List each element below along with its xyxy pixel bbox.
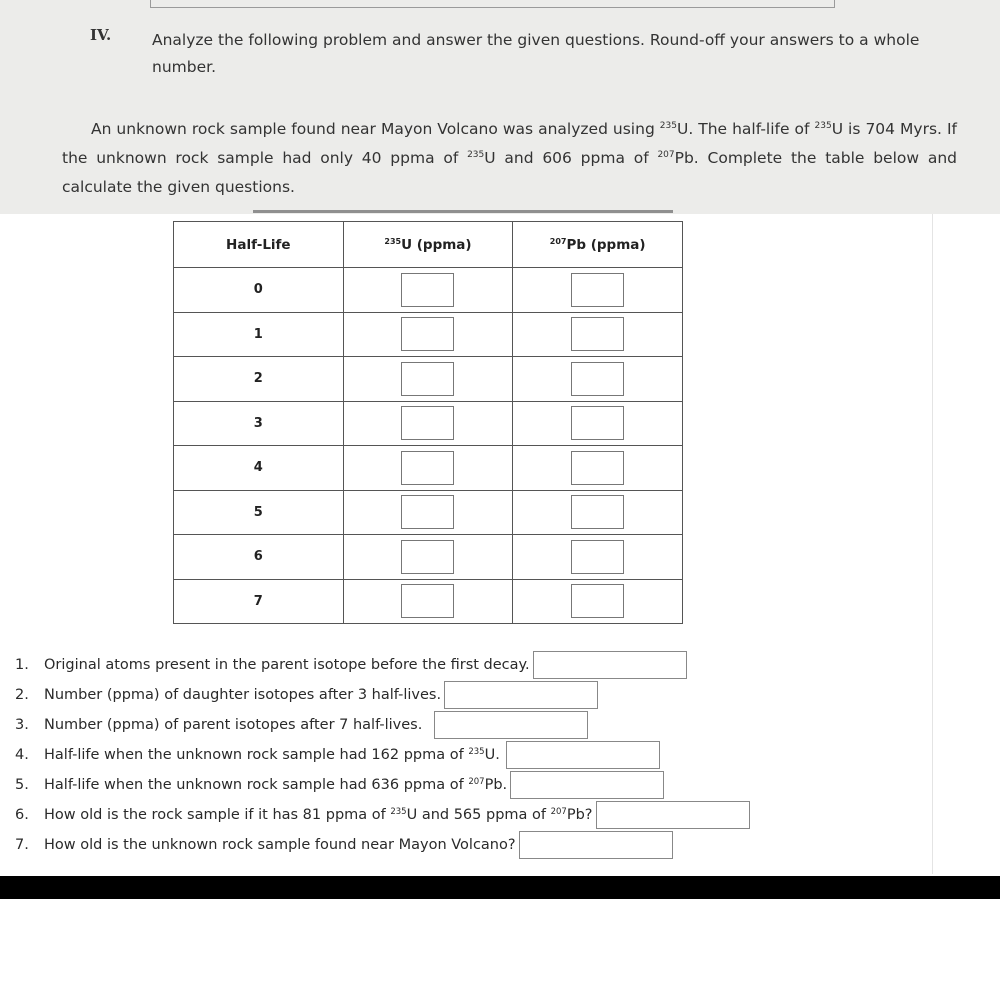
question-text: Number (ppma) of parent isotopes after 7 half-lives.: [44, 717, 423, 733]
bottom-bar: [0, 876, 1000, 899]
answer-input-4[interactable]: [506, 741, 660, 769]
lead-input[interactable]: [571, 495, 624, 529]
lead-input[interactable]: [571, 273, 624, 307]
uranium-input[interactable]: [401, 584, 454, 618]
table-row: [174, 268, 683, 313]
table-row: [174, 579, 683, 624]
half-life-cell: 5: [174, 490, 344, 535]
uranium-input[interactable]: [401, 451, 454, 485]
answer-input-6[interactable]: [596, 801, 750, 829]
answer-input-5[interactable]: [510, 771, 664, 799]
question-item: 4. Half-life when the unknown rock sample had 162 ppma of $^{235}$U.: [15, 740, 915, 770]
uranium-input[interactable]: [401, 540, 454, 574]
table-row: [174, 446, 683, 491]
lead-input[interactable]: [571, 540, 624, 574]
lead-input[interactable]: [571, 362, 624, 396]
question-text: Original atoms present in the parent isotope before the first decay.: [44, 657, 530, 673]
lead-header: $^{207}$Pb (ppma): [513, 222, 683, 268]
half-life-header: Half-Life: [174, 222, 344, 268]
table-row: [174, 357, 683, 402]
table-row: [174, 490, 683, 535]
question-item: 3. Number (ppma) of parent isotopes after 7 half-lives.: [15, 710, 915, 740]
question-item: 1. Original atoms present in the parent isotope before the first decay.: [15, 650, 915, 680]
half-life-cell: 3: [174, 401, 344, 446]
question-text: Half-life when the unknown rock sample had 162 ppma of $^{235}$U.: [44, 747, 500, 763]
answer-input-7[interactable]: [519, 831, 673, 859]
half-life-cell: 6: [174, 535, 344, 580]
question-item: 6. How old is the rock sample if it has 81 ppma of $^{235}$U and 565 ppma of $^{207}$Pb?: [15, 800, 915, 830]
table-row: [174, 401, 683, 446]
uranium-header: $^{235}$U (ppma): [343, 222, 513, 268]
question-item: 7. How old is the unknown rock sample found near Mayon Volcano?: [15, 830, 915, 860]
uranium-input[interactable]: [401, 317, 454, 351]
table-row: [174, 312, 683, 357]
decay-table: [173, 221, 683, 624]
uranium-input[interactable]: [401, 273, 454, 307]
half-life-cell: 1: [174, 312, 344, 357]
divider: [253, 210, 673, 213]
answer-input-3[interactable]: [434, 711, 588, 739]
lead-input[interactable]: [571, 451, 624, 485]
table-row: [174, 535, 683, 580]
divider: [932, 214, 933, 874]
section-number: IV.: [90, 26, 112, 44]
half-life-cell: 7: [174, 579, 344, 624]
half-life-cell: 0: [174, 268, 344, 313]
question-text: How old is the unknown rock sample found near Mayon Volcano?: [44, 837, 516, 853]
answer-input-1[interactable]: [533, 651, 687, 679]
table-header-row: [174, 222, 683, 268]
uranium-input[interactable]: [401, 495, 454, 529]
lead-input[interactable]: [571, 584, 624, 618]
problem-statement: An unknown rock sample found near Mayon Volcano was analyzed using $^{235}$U. The half-life of $^{235}$U is 704 Myrs. If the unknown rock sample had only 40 ppma of $^{235}$U and 606 ppma of $^{207}$Pb. Complete the table below and calculate the given questions.: [62, 120, 958, 196]
lead-input[interactable]: [571, 317, 624, 351]
question-text: How old is the rock sample if it has 81 ppma of $^{235}$U and 565 ppma of $^{207}$Pb?: [44, 807, 593, 823]
answer-input-2[interactable]: [444, 681, 598, 709]
question-text: Number (ppma) of daughter isotopes after 3 half-lives.: [44, 687, 442, 703]
previous-answer-box: [150, 0, 835, 8]
question-text: Half-life when the unknown rock sample had 636 ppma of $^{207}$Pb.: [44, 777, 508, 793]
uranium-input[interactable]: [401, 406, 454, 440]
uranium-input[interactable]: [401, 362, 454, 396]
section-instruction: Analyze the following problem and answer the given questions. Round-off your answers to a whole number.: [152, 31, 920, 76]
question-item: 2. Number (ppma) of daughter isotopes after 3 half-lives.: [15, 680, 915, 710]
question-list: [15, 650, 915, 860]
lead-input[interactable]: [571, 406, 624, 440]
question-item: 5. Half-life when the unknown rock sample had 636 ppma of $^{207}$Pb.: [15, 770, 915, 800]
half-life-cell: 4: [174, 446, 344, 491]
half-life-cell: 2: [174, 357, 344, 402]
